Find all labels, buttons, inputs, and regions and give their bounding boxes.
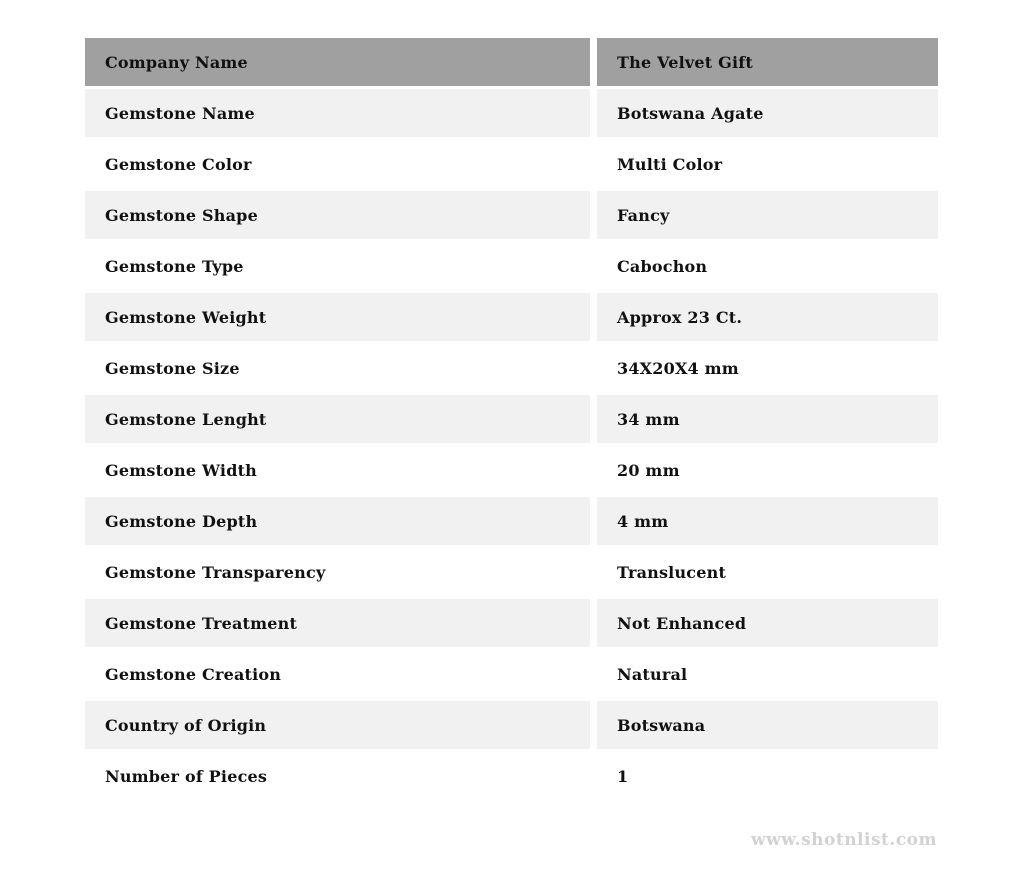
row-label: Country of Origin <box>85 701 590 749</box>
table-row <box>85 191 938 242</box>
row-value: Multi Color <box>597 140 938 188</box>
row-value: 4 mm <box>597 497 938 545</box>
row-value: 34 mm <box>597 395 938 443</box>
table-row <box>85 140 938 191</box>
header-company-name: Company Name <box>85 38 590 86</box>
row-label: Gemstone Creation <box>85 650 590 698</box>
row-label: Gemstone Name <box>85 89 590 137</box>
table-row <box>85 752 938 803</box>
row-label: Gemstone Type <box>85 242 590 290</box>
table-row <box>85 242 938 293</box>
row-value: 20 mm <box>597 446 938 494</box>
table-row <box>85 650 938 701</box>
row-label: Gemstone Transparency <box>85 548 590 596</box>
table-row <box>85 89 938 140</box>
row-label: Gemstone Shape <box>85 191 590 239</box>
table-row <box>85 599 938 650</box>
row-value: Translucent <box>597 548 938 596</box>
row-label: Gemstone Width <box>85 446 590 494</box>
row-label: Number of Pieces <box>85 752 590 800</box>
row-value: Not Enhanced <box>597 599 938 647</box>
row-label: Gemstone Lenght <box>85 395 590 443</box>
row-label: Gemstone Size <box>85 344 590 392</box>
row-value: Fancy <box>597 191 938 239</box>
row-label: Gemstone Weight <box>85 293 590 341</box>
spec-table-body <box>85 89 938 803</box>
table-row <box>85 497 938 548</box>
table-row <box>85 293 938 344</box>
table-row <box>85 548 938 599</box>
row-value: Natural <box>597 650 938 698</box>
header-company-value: The Velvet Gift <box>597 38 938 86</box>
table-row <box>85 395 938 446</box>
row-value: Botswana Agate <box>597 89 938 137</box>
row-label: Gemstone Depth <box>85 497 590 545</box>
watermark-url: www.shotnlist.com <box>750 830 937 850</box>
row-value: Cabochon <box>597 242 938 290</box>
gemstone-spec-table <box>85 38 938 803</box>
table-row <box>85 446 938 497</box>
row-value: Approx 23 Ct. <box>597 293 938 341</box>
table-header-row <box>85 38 938 89</box>
row-label: Gemstone Treatment <box>85 599 590 647</box>
row-value: 34X20X4 mm <box>597 344 938 392</box>
row-label: Gemstone Color <box>85 140 590 188</box>
row-value: Botswana <box>597 701 938 749</box>
table-row <box>85 701 938 752</box>
table-row <box>85 344 938 395</box>
row-value: 1 <box>597 752 938 800</box>
